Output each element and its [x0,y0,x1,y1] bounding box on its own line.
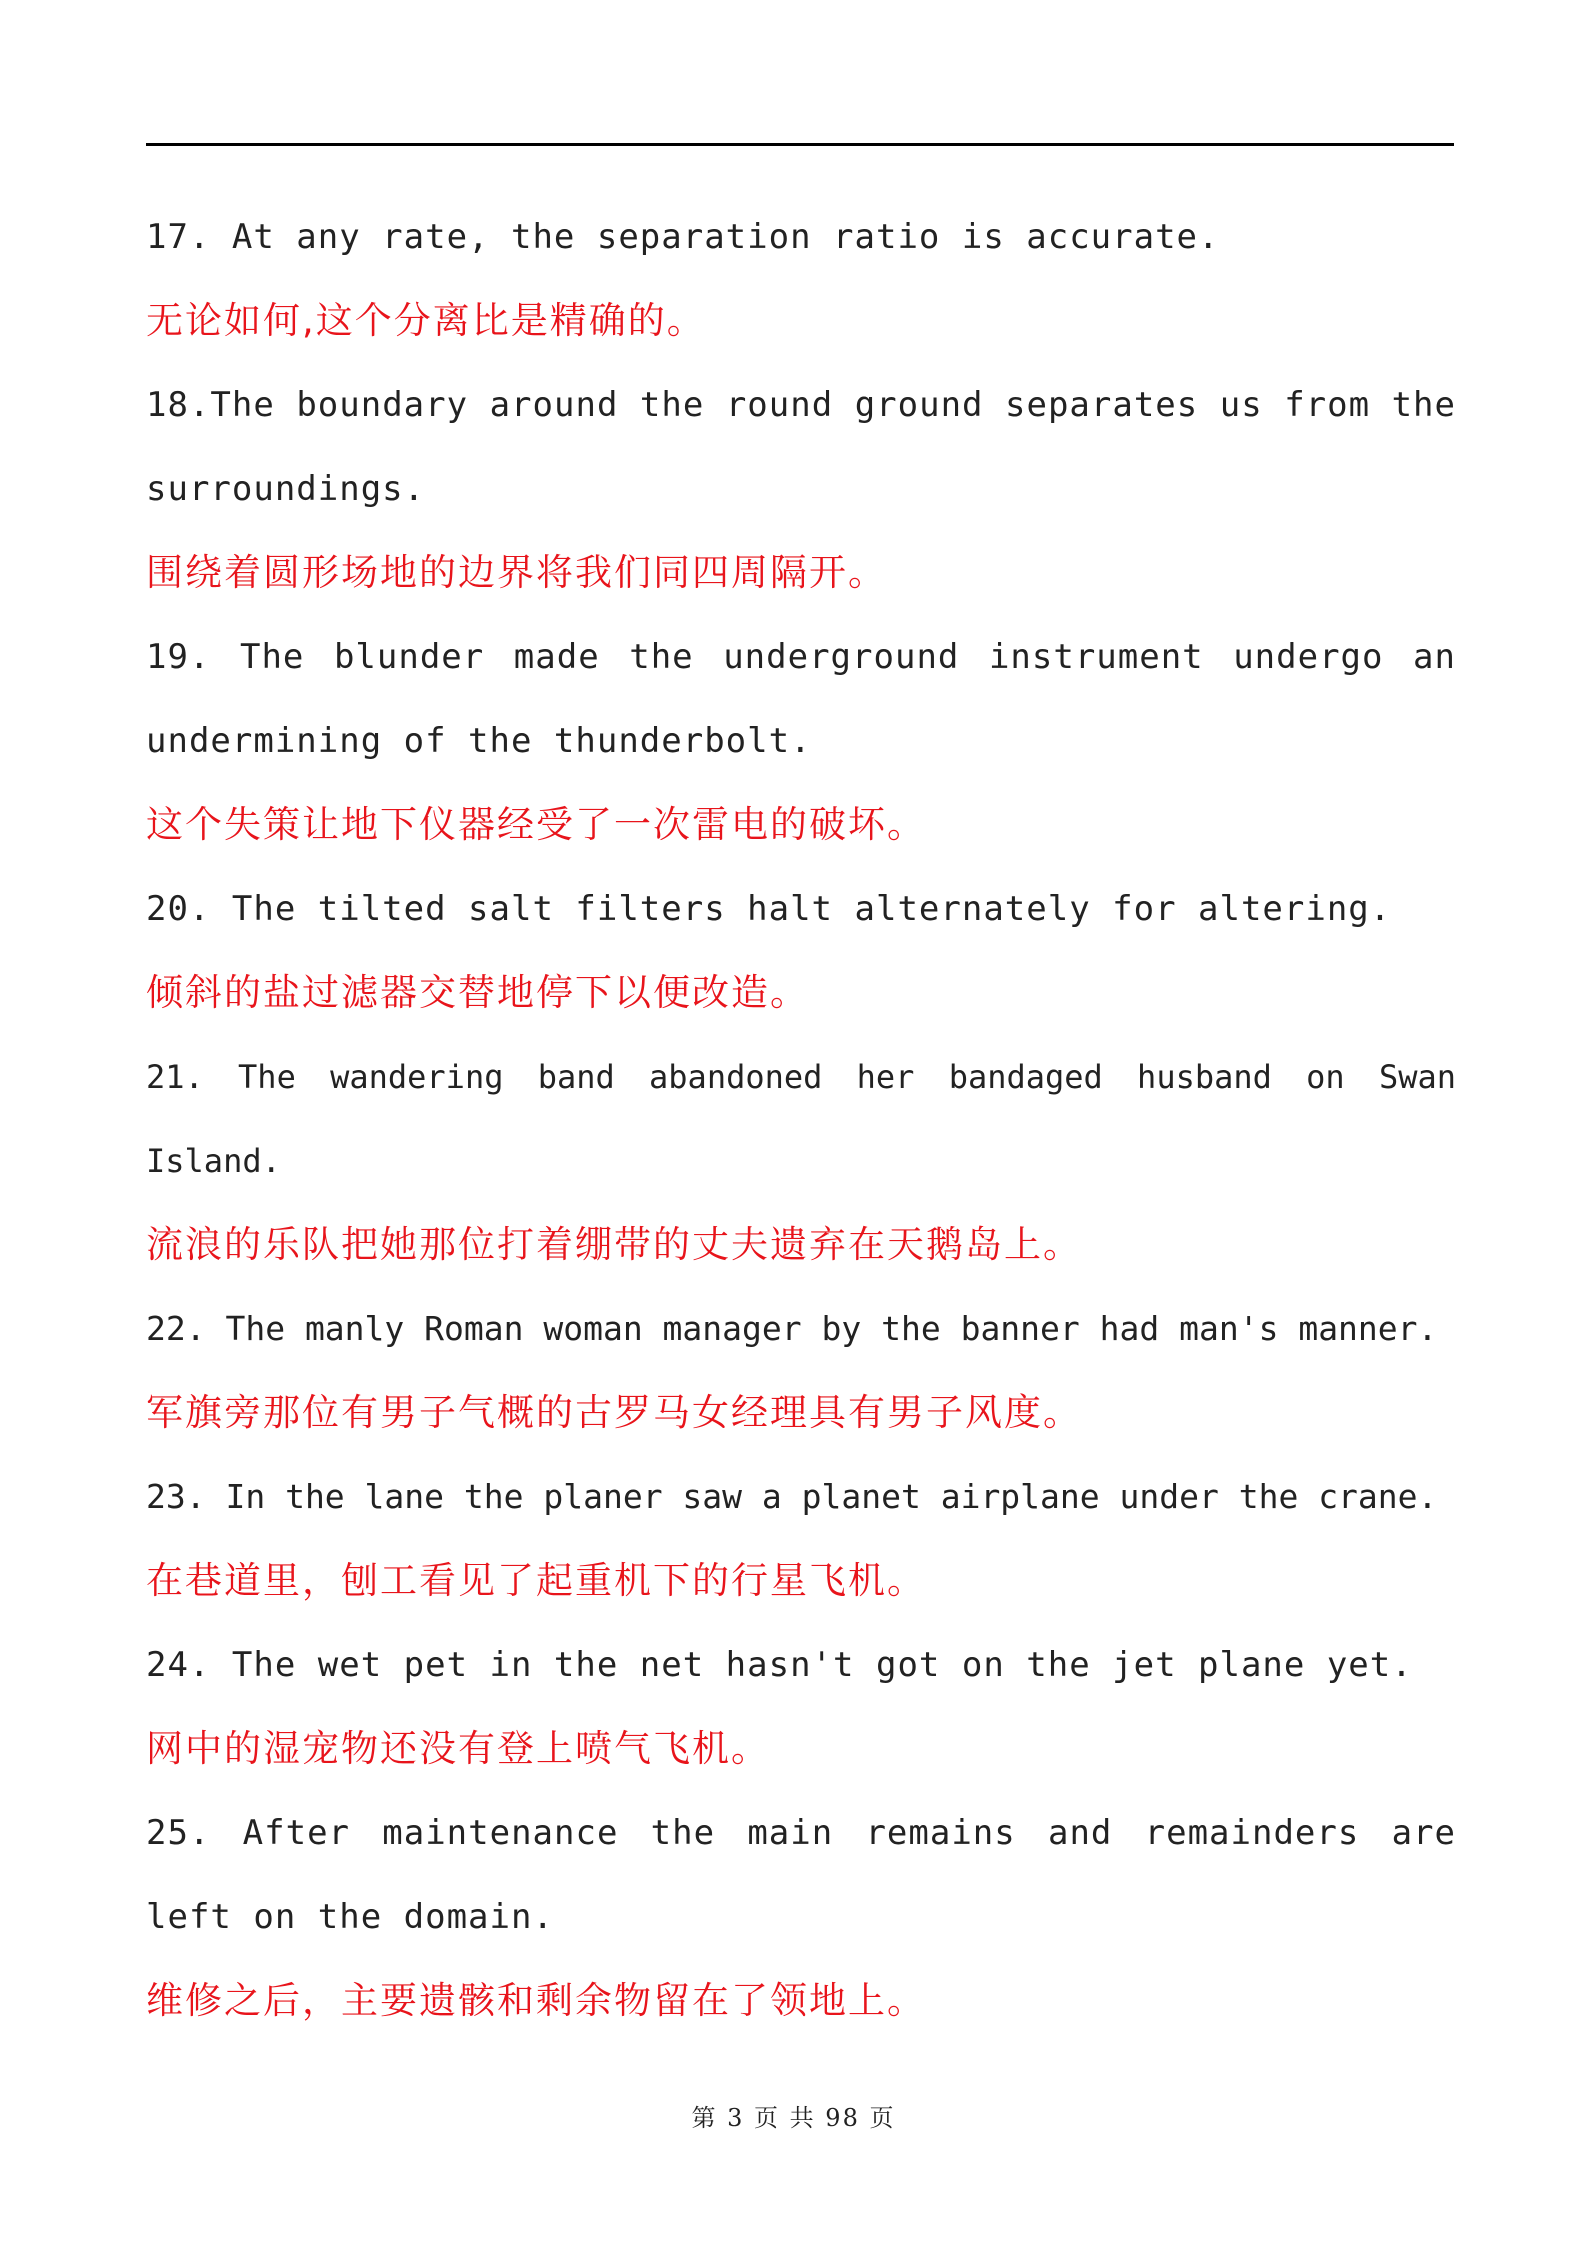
entry-20 [146,867,1456,1035]
english-sentence: 17. At any rate, the separation ratio is accurate. [146,217,1220,257]
entry-19 [146,615,1456,867]
entry-23 [146,1455,1456,1623]
chinese-translation: 无论如何,这个分离比是精确的。 [146,299,706,342]
english-sentence: 22. The manly Roman woman manager by the banner had man's manner. [146,1309,1438,1348]
chinese-translation: 这个失策让地下仪器经受了一次雷电的破坏。 [146,803,926,846]
entry-22 [146,1287,1456,1455]
entry-17 [146,195,1456,363]
english-sentence: 23. In the lane the planer saw a planet airplane under the crane. [146,1477,1438,1516]
sentence-list [146,195,1456,2043]
entry-25 [146,1791,1456,2043]
english-sentence: 25. After maintenance the main remains and remainders are left on the domain. [146,1813,1456,1937]
chinese-translation: 流浪的乐队把她那位打着绷带的丈夫遗弃在天鹅岛上。 [146,1223,1082,1266]
english-sentence: 18.The boundary around the round ground separates us from the surroundings. [146,385,1456,509]
chinese-translation: 倾斜的盐过滤器交替地停下以便改造。 [146,971,809,1014]
english-sentence: 21. The wandering band abandoned her bandaged husband on Swan Island. [146,1058,1456,1180]
entry-24 [146,1623,1456,1791]
page-footer: 第 3 页 共 98 页 [691,2104,896,2132]
entry-18 [146,363,1456,615]
english-sentence: 20. The tilted salt filters halt alternately for altering. [146,889,1392,929]
header-rule [146,143,1454,146]
english-sentence: 19. The blunder made the underground instrument undergo an undermining of the thunderbolt. [146,637,1456,761]
chinese-translation: 在巷道里，刨工看见了起重机下的行星飞机。 [146,1559,926,1602]
chinese-translation: 围绕着圆形场地的边界将我们同四周隔开。 [146,551,887,594]
chinese-translation: 维修之后，主要遗骸和剩余物留在了领地上。 [146,1979,926,2022]
english-sentence: 24. The wet pet in the net hasn't got on the jet plane yet. [146,1645,1413,1685]
entry-21 [146,1035,1456,1287]
chinese-translation: 军旗旁那位有男子气概的古罗马女经理具有男子风度。 [146,1391,1082,1434]
chinese-translation: 网中的湿宠物还没有登上喷气飞机。 [146,1727,770,1770]
